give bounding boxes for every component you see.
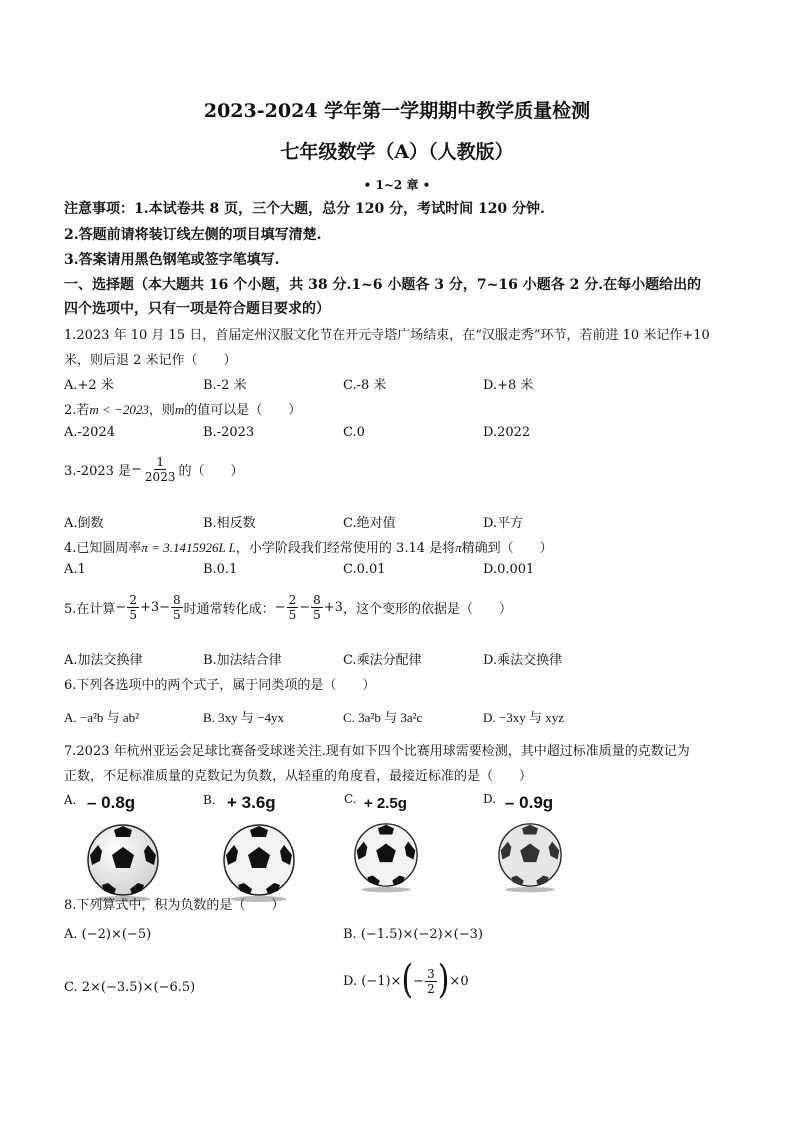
q1-option-c: C.-8 米 <box>343 378 387 393</box>
q2-stem <box>64 399 301 418</box>
q5-stem <box>64 594 512 621</box>
q8-option-b: B. (−1.5)×(−2)×(−3) <box>343 927 483 942</box>
q8-right-paren: ) <box>437 957 450 1004</box>
q2-condition: m < −2023 <box>89 402 149 417</box>
q1-stem-line1: 1.2023 年 10 月 15 日，首届定州汉服文化节在开元寺塔广场结束，在“汉服走秀”环节，若前进 10 米记作+10 <box>64 328 710 343</box>
q5-stem-mid: 时通常转化成： <box>183 602 275 617</box>
q5-frac-2 <box>171 594 183 621</box>
q1-option-a: A.+2 米 <box>64 378 114 393</box>
q5-expr1-b: +3− <box>139 600 171 615</box>
q8-option-d <box>343 957 469 1004</box>
q5-stem-prefix: 5.在计算 <box>64 602 116 617</box>
q6-option-c: C. 3a²b 与 3a²c <box>343 710 423 725</box>
q7-letter-c: C. <box>344 792 357 806</box>
q6-stem: 6.下列各选项中的两个式子，属于同类项的是（ ） <box>64 678 376 693</box>
q5-frac-1 <box>127 594 139 621</box>
q4-stem-prefix: 4.已知圆周率 <box>64 541 142 556</box>
q1-option-d: D.+8 米 <box>483 378 534 393</box>
soccer-ball-a-icon <box>78 815 168 905</box>
q7-mass-a: – 0.8g <box>87 793 136 812</box>
q5-option-a: A.加法交换律 <box>64 653 143 668</box>
q1-stem-line2: 米，则后退 2 米记作（ ） <box>64 353 237 368</box>
q4-stem-end: 精确到（ ） <box>461 541 553 556</box>
q6-option-a: A. −a²b 与 ab² <box>64 710 140 725</box>
q5-frac-4 <box>311 594 323 621</box>
q5-stem-end: ，这个变形的依据是（ ） <box>342 602 512 617</box>
q5-option-d: D.乘法交换律 <box>483 653 563 668</box>
chapter-scope: • 1~2 章 • <box>363 178 431 192</box>
q7-mass-c: + 2.5g <box>364 795 407 812</box>
q3-stem <box>64 456 243 483</box>
q5-expr2-b: − <box>299 600 311 615</box>
q2-stem-prefix: 2.若 <box>64 403 90 418</box>
q8-option-a: A. (−2)×(−5) <box>64 927 152 942</box>
q3-stem-suffix: 的（ ） <box>178 464 244 479</box>
exam-subtitle: 七年级数学（A）（人教版） <box>280 141 514 163</box>
q8-left-paren: ( <box>401 957 414 1004</box>
q3-frac-den: 2023 <box>144 470 176 484</box>
q8-d-den: 2 <box>427 981 435 996</box>
section1-header-line1: 一、选择题（本大题共 16 个小题，共 38 分.1~6 小题各 3 分，7~16 小题各 2 分.在每小题给出的 <box>64 277 702 293</box>
q5-option-b: B.加法结合律 <box>203 653 282 668</box>
q5-f1-num: 2 <box>129 593 137 607</box>
q3-option-d: D.平方 <box>483 516 524 531</box>
note-line-1: 注意事项：1.本试卷共 8 页，三个大题，总分 120 分，考试时间 120 分钟. <box>64 201 545 217</box>
q8-d-num: 3 <box>427 966 435 981</box>
q3-minus: − <box>131 462 142 477</box>
q2-option-a: A.-2024 <box>64 425 115 440</box>
q7-mass-d: – 0.9g <box>505 793 554 812</box>
q5-f2-num: 8 <box>173 593 181 607</box>
q5-expr1-a: − <box>115 600 127 615</box>
q7-letter-b: B. <box>203 793 216 807</box>
q7-stem-line1: 7.2023 年杭州亚运会足球比赛备受球迷关注.现有如下四个比赛用球需要检测，其中超过标准质量的克数记为 <box>64 744 690 759</box>
q1-option-b: B.-2 米 <box>203 378 247 393</box>
q8-option-d-minus: − <box>413 973 425 989</box>
q3-stem-prefix: 3.-2023 是 <box>64 464 132 479</box>
exam-title: 2023-2024 学年第一学期期中教学质量检测 <box>203 100 591 122</box>
q3-option-a: A.倒数 <box>64 516 104 531</box>
q7-stem-line2: 正数，不足标准质量的克数记为负数，从轻重的角度看，最接近标准的是（ ） <box>64 769 533 784</box>
q4-stem-mid: ，小学阶段我们经常使用的 3.14 是将 <box>235 541 456 556</box>
note-line-3: 3.答案请用黑色钢笔或签字笔填写. <box>64 252 280 268</box>
q4-pi-value: π = 3.1415926L L <box>141 540 236 555</box>
soccer-ball-d-icon <box>490 815 570 895</box>
q5-expr2-c: +3 <box>323 600 343 615</box>
q4-option-d: D.0.001 <box>483 562 535 577</box>
q5-option-c: C.乘法分配律 <box>343 653 422 668</box>
q5-frac-3 <box>287 594 299 621</box>
q2-var: m <box>174 402 185 417</box>
q5-expr2-a: − <box>274 600 286 615</box>
q2-option-d: D.2022 <box>483 425 531 440</box>
q7-letter-a: A. <box>64 793 77 807</box>
soccer-ball-b-icon <box>214 815 304 905</box>
q4-option-c: C.0.01 <box>343 562 386 577</box>
q5-f3-den: 5 <box>288 608 297 622</box>
q8-option-d-suffix: ×0 <box>449 973 469 989</box>
soccer-ball-c-icon <box>346 815 426 895</box>
q8-option-c: C. 2×(−3.5)×(−6.5) <box>64 980 196 995</box>
q5-f4-den: 5 <box>313 608 321 622</box>
q5-f2-den: 5 <box>173 608 181 622</box>
q6-option-b: B. 3xy 与 −4yx <box>203 710 285 725</box>
q3-fraction <box>143 456 178 483</box>
q2-stem-end: 的值可以是（ ） <box>184 403 302 418</box>
q8-option-d-fraction <box>425 968 437 995</box>
q4-var: π <box>455 540 462 555</box>
q5-f4-num: 8 <box>313 593 321 607</box>
section1-header-line2: 四个选项中，只有一项是符合题目要求的） <box>64 301 330 317</box>
q4-option-b: B.0.1 <box>203 562 238 577</box>
q8-option-d-prefix: D. (−1)× <box>343 973 402 989</box>
q8-stem: 8.下列算式中，积为负数的是（ ） <box>64 898 285 913</box>
q2-option-c: C.0 <box>343 425 365 440</box>
q2-option-b: B.-2023 <box>203 425 255 440</box>
note-line-2: 2.答题前请将装订线左侧的项目填写清楚. <box>64 227 322 243</box>
q3-option-b: B.相反数 <box>203 516 256 531</box>
q6-option-d: D. −3xy 与 xyz <box>483 710 564 725</box>
q4-option-a: A.1 <box>64 562 86 577</box>
q5-f3-num: 2 <box>288 593 297 607</box>
q3-option-c: C.绝对值 <box>343 516 396 531</box>
q2-stem-suffix: ，则 <box>148 403 175 418</box>
q4-stem <box>64 537 553 556</box>
q3-frac-num: 1 <box>156 455 165 469</box>
q7-mass-b: + 3.6g <box>227 793 276 812</box>
q7-letter-d: D. <box>483 792 497 806</box>
q5-f1-den: 5 <box>129 608 137 622</box>
